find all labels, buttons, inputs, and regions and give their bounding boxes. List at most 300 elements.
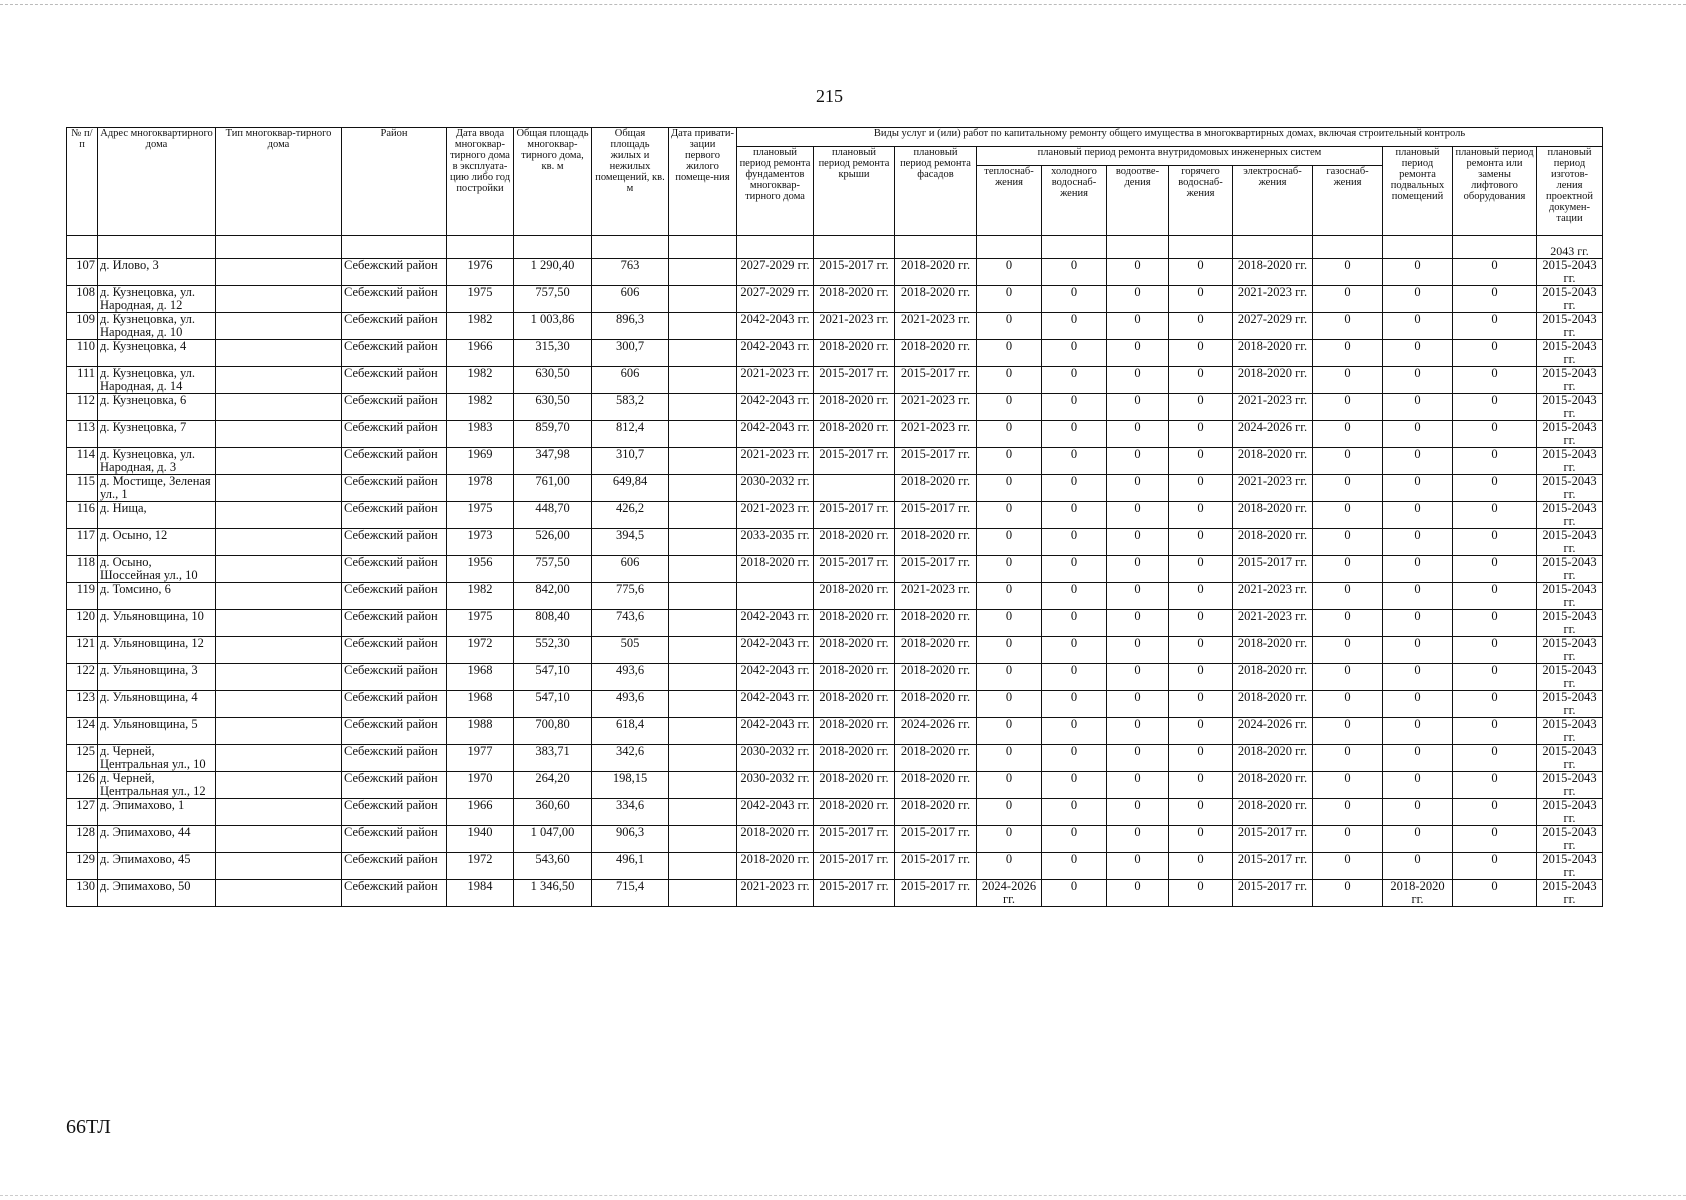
roof-period-cell: 2018-2020 гг. — [814, 583, 895, 610]
privatization-cell — [669, 799, 737, 826]
page-number: 215 — [816, 86, 843, 106]
docs-period-cell: 2015-2043 гг. — [1537, 610, 1603, 637]
cold-water-cell: 0 — [1042, 610, 1107, 637]
house-type-cell — [216, 772, 342, 799]
electric-supply-cell: 2018-2020 гг. — [1233, 691, 1313, 718]
year-cell: 1982 — [447, 367, 514, 394]
docs-period-cell: 2015-2043 гг. — [1537, 286, 1603, 313]
living-area-cell: 775,6 — [592, 583, 669, 610]
header-num: № п/п — [67, 128, 98, 236]
table-row — [67, 772, 1603, 799]
basement-period-cell: 0 — [1383, 745, 1453, 772]
address-cell: д. Кузнецовка, 7 — [98, 421, 216, 448]
elevator-period-cell: 0 — [1453, 718, 1537, 745]
docs-period-cell: 2015-2043 гг. — [1537, 502, 1603, 529]
heat-supply-cell: 0 — [977, 421, 1042, 448]
footer-code: 66ТЛ — [66, 1116, 111, 1138]
gas-supply-cell: 0 — [1313, 880, 1383, 907]
address-cell: д. Томсино, 6 — [98, 583, 216, 610]
roof-period-cell: 2015-2017 гг. — [814, 880, 895, 907]
house-type-cell — [216, 691, 342, 718]
privatization-cell — [669, 367, 737, 394]
spacer-cell — [1383, 236, 1453, 259]
living-area-cell: 198,15 — [592, 772, 669, 799]
basement-period-cell: 0 — [1383, 691, 1453, 718]
foundation-period-cell: 2018-2020 гг. — [737, 826, 814, 853]
hot-water-cell: 0 — [1169, 853, 1233, 880]
cold-water-cell: 0 — [1042, 313, 1107, 340]
sewer-cell: 0 — [1107, 448, 1169, 475]
foundation-period-cell: 2027-2029 гг. — [737, 286, 814, 313]
total-area-cell: 1 346,50 — [514, 880, 592, 907]
raion-cell: Себежский район — [342, 880, 447, 907]
header-gas: газоснаб-жения — [1313, 166, 1383, 236]
row-number-cell: 107 — [67, 259, 98, 286]
foundation-period-cell: 2021-2023 гг. — [737, 448, 814, 475]
raion-cell: Себежский район — [342, 583, 447, 610]
roof-period-cell: 2021-2023 гг. — [814, 313, 895, 340]
header-electric: электроснаб-жения — [1233, 166, 1313, 236]
privatization-cell — [669, 556, 737, 583]
cold-water-cell: 0 — [1042, 826, 1107, 853]
year-cell: 1968 — [447, 664, 514, 691]
address-cell: д. Ульяновщина, 3 — [98, 664, 216, 691]
roof-period-cell: 2015-2017 гг. — [814, 826, 895, 853]
basement-period-cell: 0 — [1383, 475, 1453, 502]
heat-supply-cell: 0 — [977, 826, 1042, 853]
hot-water-cell: 0 — [1169, 583, 1233, 610]
docs-period-cell: 2015-2043 гг. — [1537, 799, 1603, 826]
roof-period-cell: 2015-2017 гг. — [814, 259, 895, 286]
gas-supply-cell: 0 — [1313, 502, 1383, 529]
sewer-cell: 0 — [1107, 421, 1169, 448]
hot-water-cell: 0 — [1169, 502, 1233, 529]
elevator-period-cell: 0 — [1453, 799, 1537, 826]
elevator-period-cell: 0 — [1453, 394, 1537, 421]
living-area-cell: 763 — [592, 259, 669, 286]
foundation-period-cell: 2030-2032 гг. — [737, 475, 814, 502]
spacer-docs-cell: 2043 гг. — [1537, 236, 1603, 259]
header-docs: плановый период изготов-ления проектной докумен-тации — [1537, 147, 1603, 236]
electric-supply-cell: 2021-2023 гг. — [1233, 394, 1313, 421]
header-facade: плановый период ремонта фасадов — [895, 147, 977, 236]
roof-period-cell: 2018-2020 гг. — [814, 394, 895, 421]
living-area-cell: 618,4 — [592, 718, 669, 745]
heat-supply-cell: 0 — [977, 502, 1042, 529]
house-type-cell — [216, 718, 342, 745]
spacer-cell — [1042, 236, 1107, 259]
hot-water-cell: 0 — [1169, 772, 1233, 799]
cold-water-cell: 0 — [1042, 556, 1107, 583]
sewer-cell: 0 — [1107, 340, 1169, 367]
gas-supply-cell: 0 — [1313, 826, 1383, 853]
facade-period-cell: 2018-2020 гг. — [895, 799, 977, 826]
elevator-period-cell: 0 — [1453, 826, 1537, 853]
house-type-cell — [216, 259, 342, 286]
elevator-period-cell: 0 — [1453, 880, 1537, 907]
living-area-cell: 715,4 — [592, 880, 669, 907]
total-area-cell: 630,50 — [514, 394, 592, 421]
row-number-cell: 123 — [67, 691, 98, 718]
header-sewer: водоотве-дения — [1107, 166, 1169, 236]
address-cell: д. Кузнецовка, 6 — [98, 394, 216, 421]
year-cell: 1988 — [447, 718, 514, 745]
electric-supply-cell: 2021-2023 гг. — [1233, 475, 1313, 502]
facade-period-cell: 2015-2017 гг. — [895, 880, 977, 907]
row-number-cell: 117 — [67, 529, 98, 556]
elevator-period-cell: 0 — [1453, 475, 1537, 502]
elevator-period-cell: 0 — [1453, 502, 1537, 529]
electric-supply-cell: 2018-2020 гг. — [1233, 637, 1313, 664]
facade-period-cell: 2021-2023 гг. — [895, 394, 977, 421]
foundation-period-cell: 2042-2043 гг. — [737, 610, 814, 637]
table-row — [67, 259, 1603, 286]
year-cell: 1976 — [447, 259, 514, 286]
total-area-cell: 808,40 — [514, 610, 592, 637]
raion-cell: Себежский район — [342, 448, 447, 475]
spacer-cell — [737, 236, 814, 259]
heat-supply-cell: 0 — [977, 367, 1042, 394]
roof-period-cell: 2015-2017 гг. — [814, 556, 895, 583]
table-row — [67, 583, 1603, 610]
gas-supply-cell: 0 — [1313, 583, 1383, 610]
house-type-cell — [216, 529, 342, 556]
docs-period-cell: 2015-2043 гг. — [1537, 772, 1603, 799]
privatization-cell — [669, 745, 737, 772]
foundation-period-cell: 2018-2020 гг. — [737, 853, 814, 880]
spacer-cell — [1169, 236, 1233, 259]
year-cell: 1973 — [447, 529, 514, 556]
header-cold-water: холодного водоснаб-жения — [1042, 166, 1107, 236]
docs-period-cell: 2015-2043 гг. — [1537, 421, 1603, 448]
table-row — [67, 691, 1603, 718]
basement-period-cell: 0 — [1383, 799, 1453, 826]
address-cell: д. Ульяновщина, 10 — [98, 610, 216, 637]
hot-water-cell: 0 — [1169, 826, 1233, 853]
gas-supply-cell: 0 — [1313, 340, 1383, 367]
gas-supply-cell: 0 — [1313, 772, 1383, 799]
header-living-area: Общая площадь жилых и нежилых помещений, кв. м — [592, 128, 669, 236]
hot-water-cell: 0 — [1169, 556, 1233, 583]
gas-supply-cell: 0 — [1313, 259, 1383, 286]
header-date-commission: Дата ввода многоквар-тирного дома в эксплуата-цию либо год постройки — [447, 128, 514, 236]
total-area-cell: 1 290,40 — [514, 259, 592, 286]
gas-supply-cell: 0 — [1313, 718, 1383, 745]
living-area-cell: 496,1 — [592, 853, 669, 880]
hot-water-cell: 0 — [1169, 259, 1233, 286]
foundation-period-cell: 2042-2043 гг. — [737, 421, 814, 448]
living-area-cell: 812,4 — [592, 421, 669, 448]
basement-period-cell: 0 — [1383, 664, 1453, 691]
cold-water-cell: 0 — [1042, 718, 1107, 745]
header-basement: плановый период ремонта подвальных помещений — [1383, 147, 1453, 236]
heat-supply-cell: 0 — [977, 556, 1042, 583]
header-raion: Район — [342, 128, 447, 236]
gas-supply-cell: 0 — [1313, 475, 1383, 502]
privatization-cell — [669, 853, 737, 880]
roof-period-cell: 2018-2020 гг. — [814, 529, 895, 556]
raion-cell: Себежский район — [342, 340, 447, 367]
foundation-period-cell — [737, 583, 814, 610]
gas-supply-cell: 0 — [1313, 367, 1383, 394]
sewer-cell: 0 — [1107, 475, 1169, 502]
raion-cell: Себежский район — [342, 502, 447, 529]
table-row — [67, 880, 1603, 907]
cold-water-cell: 0 — [1042, 637, 1107, 664]
living-area-cell: 394,5 — [592, 529, 669, 556]
hot-water-cell: 0 — [1169, 664, 1233, 691]
row-number-cell: 118 — [67, 556, 98, 583]
cold-water-cell: 0 — [1042, 853, 1107, 880]
elevator-period-cell: 0 — [1453, 772, 1537, 799]
house-type-cell — [216, 313, 342, 340]
elevator-period-cell: 0 — [1453, 367, 1537, 394]
table-row — [67, 529, 1603, 556]
foundation-period-cell: 2021-2023 гг. — [737, 502, 814, 529]
house-type-cell — [216, 475, 342, 502]
privatization-cell — [669, 475, 737, 502]
house-type-cell — [216, 637, 342, 664]
scan-top-edge — [0, 0, 1686, 5]
total-area-cell: 547,10 — [514, 664, 592, 691]
facade-period-cell: 2015-2017 гг. — [895, 448, 977, 475]
raion-cell: Себежский район — [342, 421, 447, 448]
address-cell: д. Черней, Центральная ул., 12 — [98, 772, 216, 799]
foundation-period-cell: 2042-2043 гг. — [737, 394, 814, 421]
basement-period-cell: 0 — [1383, 340, 1453, 367]
table-row — [67, 313, 1603, 340]
house-type-cell — [216, 664, 342, 691]
elevator-period-cell: 0 — [1453, 259, 1537, 286]
electric-supply-cell: 2015-2017 гг. — [1233, 556, 1313, 583]
privatization-cell — [669, 772, 737, 799]
year-cell: 1970 — [447, 772, 514, 799]
table-row — [67, 718, 1603, 745]
basement-period-cell: 0 — [1383, 448, 1453, 475]
table-row — [67, 367, 1603, 394]
total-area-cell: 264,20 — [514, 772, 592, 799]
address-cell: д. Кузнецовка, ул. Народная, д. 12 — [98, 286, 216, 313]
cold-water-cell: 0 — [1042, 745, 1107, 772]
row-number-cell: 130 — [67, 880, 98, 907]
raion-cell: Себежский район — [342, 529, 447, 556]
heat-supply-cell: 0 — [977, 745, 1042, 772]
house-type-cell — [216, 745, 342, 772]
facade-period-cell: 2018-2020 гг. — [895, 745, 977, 772]
privatization-cell — [669, 664, 737, 691]
living-area-cell: 426,2 — [592, 502, 669, 529]
heat-supply-cell: 0 — [977, 475, 1042, 502]
house-type-cell — [216, 556, 342, 583]
facade-period-cell: 2015-2017 гг. — [895, 853, 977, 880]
row-number-cell: 125 — [67, 745, 98, 772]
roof-period-cell: 2015-2017 гг. — [814, 853, 895, 880]
basement-period-cell: 0 — [1383, 259, 1453, 286]
foundation-period-cell: 2030-2032 гг. — [737, 772, 814, 799]
row-number-cell: 111 — [67, 367, 98, 394]
heat-supply-cell: 0 — [977, 853, 1042, 880]
table-row — [67, 394, 1603, 421]
row-number-cell: 119 — [67, 583, 98, 610]
year-cell: 1968 — [447, 691, 514, 718]
house-type-cell — [216, 448, 342, 475]
header-total-area: Общая площадь многоквар-тирного дома, кв. м — [514, 128, 592, 236]
row-number-cell: 127 — [67, 799, 98, 826]
docs-period-cell: 2015-2043 гг. — [1537, 745, 1603, 772]
raion-cell: Себежский район — [342, 259, 447, 286]
hot-water-cell: 0 — [1169, 718, 1233, 745]
house-type-cell — [216, 286, 342, 313]
basement-period-cell: 0 — [1383, 313, 1453, 340]
gas-supply-cell: 0 — [1313, 421, 1383, 448]
basement-period-cell: 2018-2020 гг. — [1383, 880, 1453, 907]
facade-period-cell: 2021-2023 гг. — [895, 313, 977, 340]
roof-period-cell: 2018-2020 гг. — [814, 340, 895, 367]
foundation-period-cell: 2042-2043 гг. — [737, 691, 814, 718]
table-row — [67, 286, 1603, 313]
elevator-period-cell: 0 — [1453, 529, 1537, 556]
facade-period-cell: 2021-2023 гг. — [895, 583, 977, 610]
year-cell: 1966 — [447, 799, 514, 826]
privatization-cell — [669, 610, 737, 637]
roof-period-cell: 2018-2020 гг. — [814, 718, 895, 745]
spacer-cell — [1233, 236, 1313, 259]
hot-water-cell: 0 — [1169, 637, 1233, 664]
hot-water-cell: 0 — [1169, 313, 1233, 340]
gas-supply-cell: 0 — [1313, 637, 1383, 664]
living-area-cell: 334,6 — [592, 799, 669, 826]
cold-water-cell: 0 — [1042, 583, 1107, 610]
scan-bottom-edge — [0, 1195, 1686, 1200]
facade-period-cell: 2018-2020 гг. — [895, 664, 977, 691]
privatization-cell — [669, 826, 737, 853]
header-foundation: плановый период ремонта фундаментов многоквар-тирного дома — [737, 147, 814, 236]
total-area-cell: 757,50 — [514, 286, 592, 313]
heat-supply-cell: 0 — [977, 259, 1042, 286]
docs-period-cell: 2015-2043 гг. — [1537, 853, 1603, 880]
raion-cell: Себежский район — [342, 637, 447, 664]
row-number-cell: 126 — [67, 772, 98, 799]
elevator-period-cell: 0 — [1453, 340, 1537, 367]
foundation-period-cell: 2018-2020 гг. — [737, 556, 814, 583]
raion-cell: Себежский район — [342, 664, 447, 691]
elevator-period-cell: 0 — [1453, 556, 1537, 583]
address-cell: д. Кузнецовка, 4 — [98, 340, 216, 367]
house-type-cell — [216, 799, 342, 826]
elevator-period-cell: 0 — [1453, 637, 1537, 664]
total-area-cell: 526,00 — [514, 529, 592, 556]
foundation-period-cell: 2042-2043 гг. — [737, 313, 814, 340]
docs-period-cell: 2015-2043 гг. — [1537, 529, 1603, 556]
docs-period-cell: 2015-2043 гг. — [1537, 313, 1603, 340]
heat-supply-cell: 0 — [977, 799, 1042, 826]
cold-water-cell: 0 — [1042, 286, 1107, 313]
hot-water-cell: 0 — [1169, 880, 1233, 907]
house-type-cell — [216, 421, 342, 448]
docs-period-cell: 2015-2043 гг. — [1537, 691, 1603, 718]
year-cell: 1977 — [447, 745, 514, 772]
house-type-cell — [216, 610, 342, 637]
facade-period-cell: 2015-2017 гг. — [895, 826, 977, 853]
total-area-cell: 543,60 — [514, 853, 592, 880]
electric-supply-cell: 2027-2029 гг. — [1233, 313, 1313, 340]
hot-water-cell: 0 — [1169, 394, 1233, 421]
sewer-cell: 0 — [1107, 637, 1169, 664]
spacer-cell — [592, 236, 669, 259]
basement-period-cell: 0 — [1383, 772, 1453, 799]
facade-period-cell: 2018-2020 гг. — [895, 637, 977, 664]
year-cell: 1982 — [447, 313, 514, 340]
capital-repair-table — [66, 127, 1603, 907]
sewer-cell: 0 — [1107, 853, 1169, 880]
roof-period-cell — [814, 475, 895, 502]
heat-supply-cell: 0 — [977, 448, 1042, 475]
house-type-cell — [216, 880, 342, 907]
cold-water-cell: 0 — [1042, 394, 1107, 421]
continuation-row — [67, 236, 1603, 259]
heat-supply-cell: 0 — [977, 610, 1042, 637]
raion-cell: Себежский район — [342, 853, 447, 880]
header-type: Тип многоквар-тирного дома — [216, 128, 342, 236]
hot-water-cell: 0 — [1169, 529, 1233, 556]
total-area-cell: 757,50 — [514, 556, 592, 583]
basement-period-cell: 0 — [1383, 853, 1453, 880]
privatization-cell — [669, 529, 737, 556]
row-number-cell: 108 — [67, 286, 98, 313]
spacer-cell — [977, 236, 1042, 259]
heat-supply-cell: 0 — [977, 394, 1042, 421]
raion-cell: Себежский район — [342, 313, 447, 340]
cold-water-cell: 0 — [1042, 367, 1107, 394]
table-row — [67, 556, 1603, 583]
row-number-cell: 115 — [67, 475, 98, 502]
roof-period-cell: 2015-2017 гг. — [814, 448, 895, 475]
roof-period-cell: 2018-2020 гг. — [814, 664, 895, 691]
roof-period-cell: 2015-2017 гг. — [814, 502, 895, 529]
living-area-cell: 896,3 — [592, 313, 669, 340]
cold-water-cell: 0 — [1042, 772, 1107, 799]
docs-period-cell: 2015-2043 гг. — [1537, 664, 1603, 691]
privatization-cell — [669, 394, 737, 421]
spacer-cell — [514, 236, 592, 259]
electric-supply-cell: 2021-2023 гг. — [1233, 286, 1313, 313]
house-type-cell — [216, 826, 342, 853]
privatization-cell — [669, 502, 737, 529]
basement-period-cell: 0 — [1383, 502, 1453, 529]
spacer-cell — [342, 236, 447, 259]
spacer-cell — [1453, 236, 1537, 259]
gas-supply-cell: 0 — [1313, 529, 1383, 556]
row-number-cell: 114 — [67, 448, 98, 475]
spacer-cell — [1107, 236, 1169, 259]
docs-period-cell: 2015-2043 гг. — [1537, 367, 1603, 394]
table-row — [67, 502, 1603, 529]
address-cell: д. Осыно, Шоссейная ул., 10 — [98, 556, 216, 583]
roof-period-cell: 2015-2017 гг. — [814, 367, 895, 394]
house-type-cell — [216, 853, 342, 880]
elevator-period-cell: 0 — [1453, 286, 1537, 313]
living-area-cell: 505 — [592, 637, 669, 664]
living-area-cell: 342,6 — [592, 745, 669, 772]
hot-water-cell: 0 — [1169, 691, 1233, 718]
header-heat: теплоснаб-жения — [977, 166, 1042, 236]
header-elevator: плановый период ремонта или замены лифтового оборудования — [1453, 147, 1537, 236]
gas-supply-cell: 0 — [1313, 394, 1383, 421]
foundation-period-cell: 2033-2035 гг. — [737, 529, 814, 556]
total-area-cell: 700,80 — [514, 718, 592, 745]
heat-supply-cell: 0 — [977, 691, 1042, 718]
hot-water-cell: 0 — [1169, 421, 1233, 448]
